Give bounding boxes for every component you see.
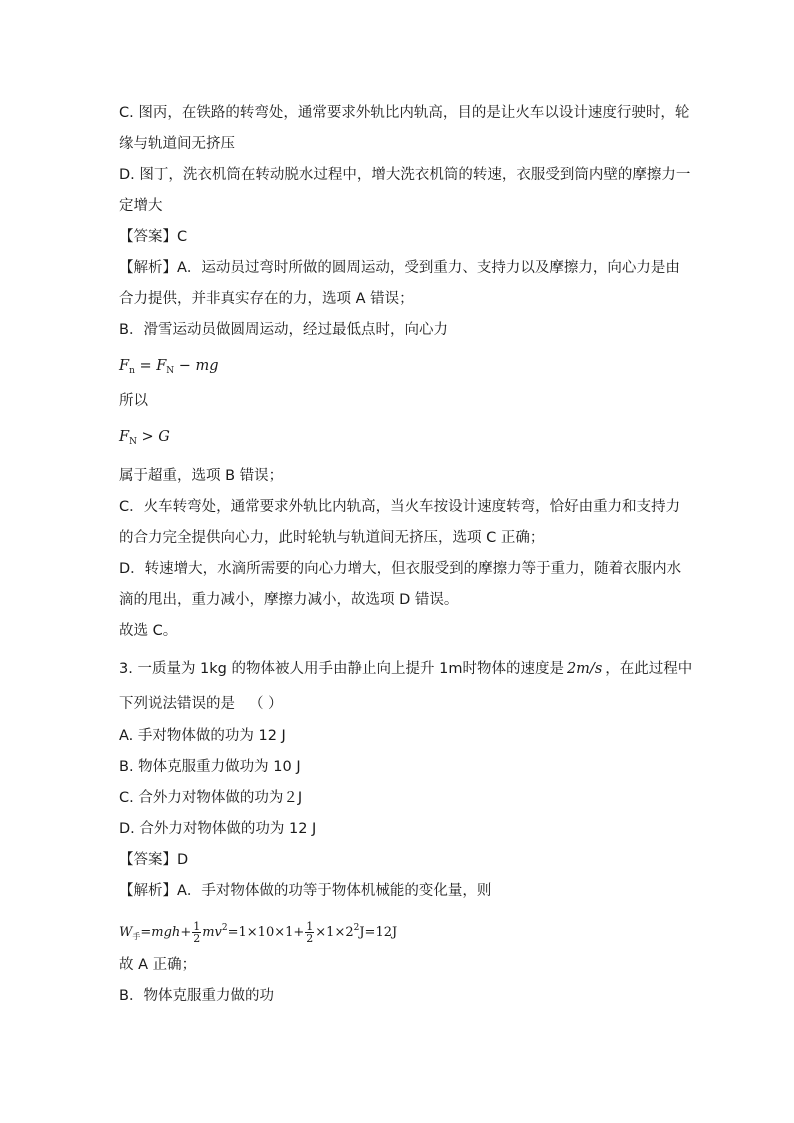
analysis-2-c-line-1: C．火车转弯处，通常要求外轨比内轨高，当火车按设计速度转弯，恰好由重力和支持力 [119, 499, 681, 515]
option-c-line-1: C. 图丙，在铁路的转弯处，通常要求外轨比内轨高，目的是让火车以设计速度行驶时，轮 [119, 105, 690, 121]
option-d-line-2: 定增大 [119, 198, 163, 214]
answer-label: 【答案】 [119, 852, 177, 868]
analysis-text: A．运动员过弯时所做的圆周运动，受到重力、支持力以及摩擦力，向心力是由 [177, 260, 680, 276]
equation-centripetal-force: $F_n = F_N$ − mg [119, 358, 219, 376]
question-3-line-2 [119, 694, 283, 714]
analysis-3-a-line-2: 故 A 正确； [119, 957, 197, 973]
answer-3 [119, 850, 188, 870]
analysis-label: 【解析】 [119, 260, 177, 276]
analysis-3-b-line-1: B．物体克服重力做的功 [119, 988, 274, 1004]
option-b: B. 物体克服重力做功为 10 J [119, 759, 301, 775]
analysis-3-a-line-1 [119, 881, 491, 901]
option-c: C. 合外力对物体做的功为２J [119, 790, 303, 806]
answer-label: 【答案】 [119, 229, 177, 245]
analysis-label: 【解析】 [119, 883, 177, 899]
option-d: D. 合外力对物体做的功为 12 J [119, 821, 317, 837]
question-text-end: ，在此过程中 [605, 661, 693, 677]
analysis-2-a-line-1 [119, 258, 680, 278]
equation-normal-force: $F_N > G$ [119, 429, 170, 447]
option-a: A. 手对物体做的功为 12 J [119, 728, 286, 744]
analysis-2-d-line-1: D．转速增大，水滴所需要的向心力增大，但衣服受到的摩擦力等于重力，随着衣服内水 [119, 561, 682, 577]
choose-answer-2: 故选 C。 [119, 623, 178, 639]
analysis-2-d-line-2: 滴的甩出，重力减小，摩擦力减小，故选项 D 错误。 [119, 592, 459, 608]
answer-2 [119, 227, 187, 247]
option-c-line-2: 缘与轨道间无挤压 [119, 136, 235, 152]
analysis-2-b-line-2: 属于超重，选项 B 错误； [119, 468, 284, 484]
question-text: 下列说法错误的是 [119, 696, 235, 712]
question-text: 3. 一质量为 1kg 的物体被人用手由静止向上提升 1m时物体的速度是 [119, 661, 564, 677]
equation-work-by-hand: $W_手=mgh+$ $\frac{1}{2}$ $mv^2=1\times 10\times 1+$ $\frac{1}{2}$ $\times 1\times 2^2J=12J$ [119, 920, 398, 945]
question-3-line-1 [119, 659, 692, 679]
answer-value: D [177, 852, 189, 868]
answer-blank: （ ） [249, 696, 283, 712]
so-text: 所以 [119, 393, 148, 409]
analysis-2-c-line-2: 的合力完全提供向心力，此时轮轨与轨道间无挤压，选项 C 正确； [119, 530, 545, 546]
analysis-2-a-line-2: 合力提供，并非真实存在的力，选项 A 错误； [119, 291, 414, 307]
option-d-line-1: D. 图丁，洗衣机筒在转动脱水过程中，增大洗衣机筒的转速，衣服受到筒内壁的摩擦力一 [119, 167, 691, 183]
speed-value: 2m/s [566, 661, 603, 677]
answer-value: C [177, 229, 188, 245]
analysis-text: A．手对物体做的功等于物体机械能的变化量，则 [177, 883, 492, 899]
analysis-2-b-line-1: B．滑雪运动员做圆周运动，经过最低点时，向心力 [119, 322, 448, 338]
